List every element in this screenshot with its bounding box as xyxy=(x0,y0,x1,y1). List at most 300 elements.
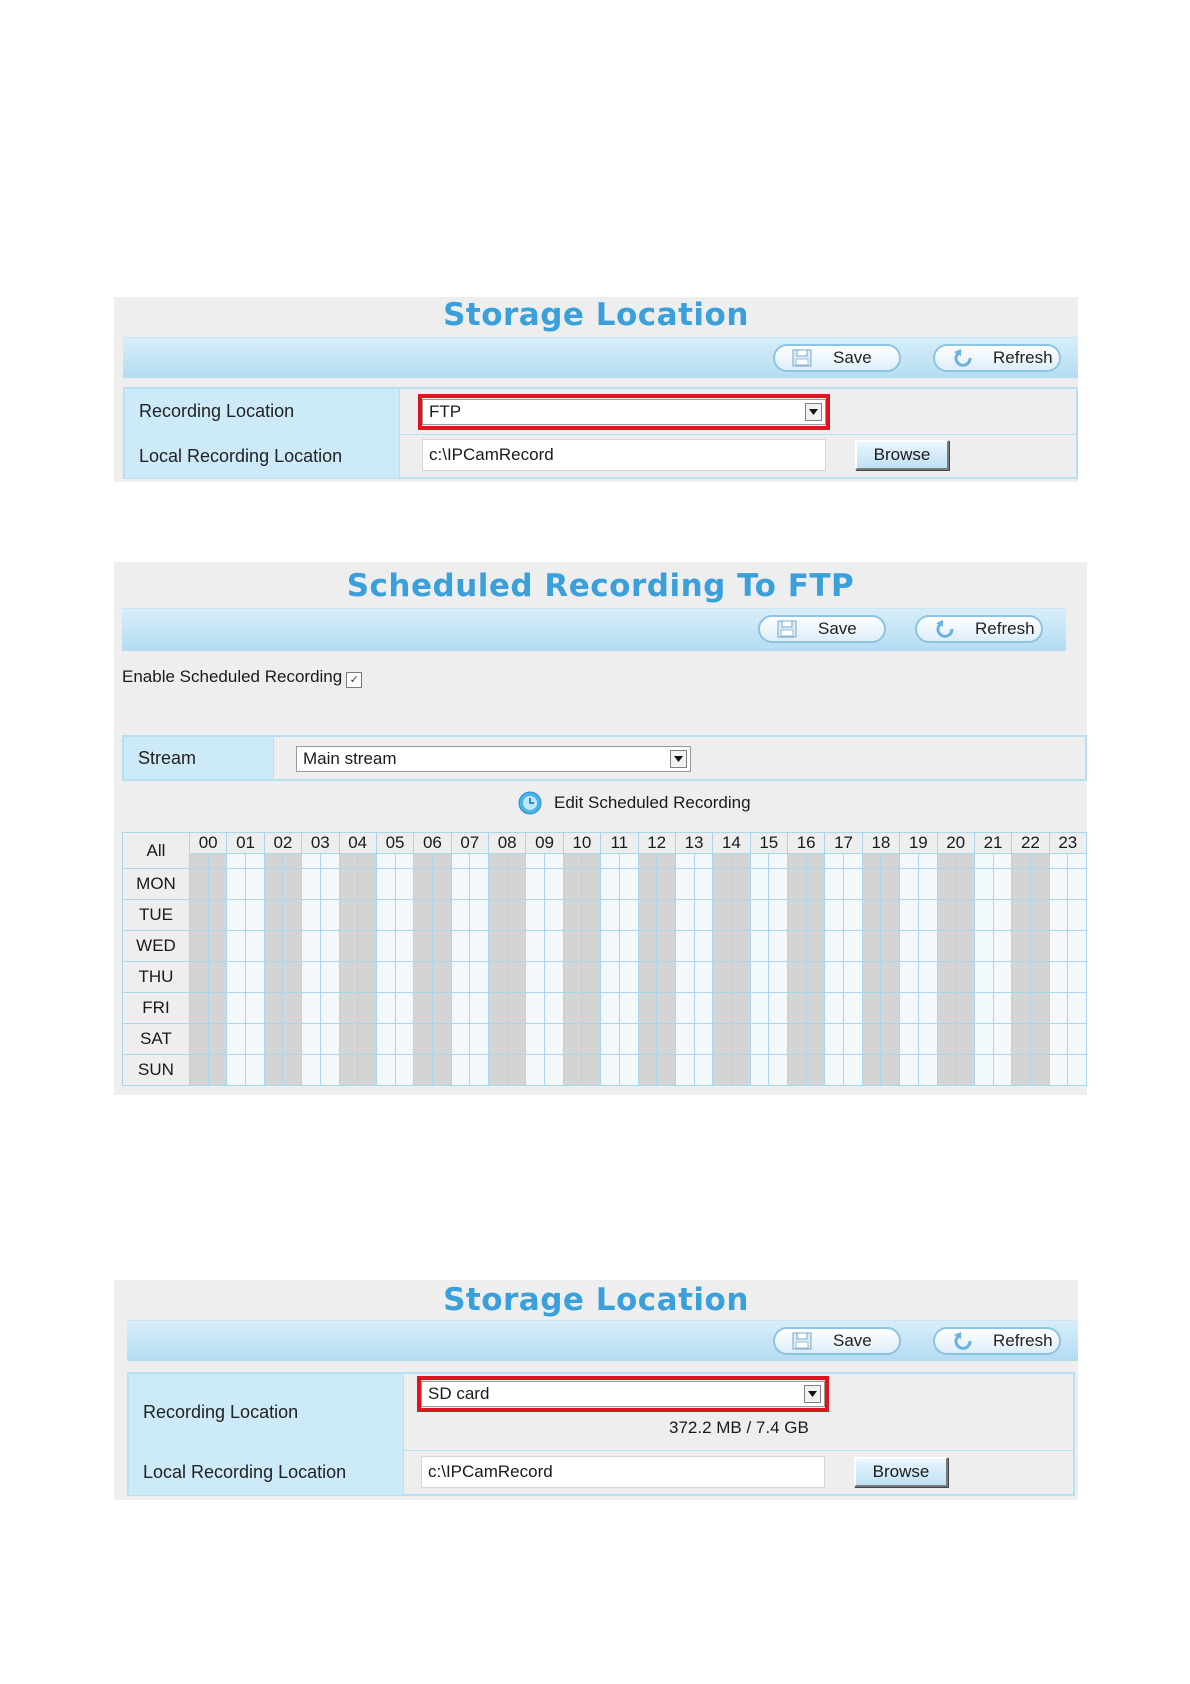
schedule-cell[interactable] xyxy=(507,962,526,993)
schedule-cell[interactable] xyxy=(227,854,246,869)
schedule-cell[interactable] xyxy=(451,1024,470,1055)
schedule-cell[interactable] xyxy=(283,1055,302,1086)
schedule-cell[interactable] xyxy=(358,1055,377,1086)
schedule-cell[interactable] xyxy=(993,931,1012,962)
schedule-cell[interactable] xyxy=(844,1024,863,1055)
schedule-cell[interactable] xyxy=(227,993,246,1024)
edit-scheduled-recording[interactable] xyxy=(518,791,751,815)
schedule-cell[interactable] xyxy=(320,900,339,931)
schedule-cell[interactable] xyxy=(974,931,993,962)
schedule-cell[interactable] xyxy=(563,854,582,869)
schedule-cell[interactable] xyxy=(750,962,769,993)
schedule-cell[interactable] xyxy=(881,1024,900,1055)
schedule-cell[interactable] xyxy=(302,993,321,1024)
schedule-cell[interactable] xyxy=(470,869,489,900)
schedule-cell[interactable] xyxy=(376,962,395,993)
schedule-cell[interactable] xyxy=(937,931,956,962)
schedule-cell[interactable] xyxy=(844,993,863,1024)
schedule-cell[interactable] xyxy=(208,1055,227,1086)
schedule-cell[interactable] xyxy=(563,993,582,1024)
schedule-cell[interactable] xyxy=(264,931,283,962)
schedule-cell[interactable] xyxy=(844,854,863,869)
schedule-cell[interactable] xyxy=(844,1055,863,1086)
schedule-cell[interactable] xyxy=(320,993,339,1024)
schedule-cell[interactable] xyxy=(937,962,956,993)
schedule-cell[interactable] xyxy=(657,900,676,931)
schedule-cell[interactable] xyxy=(918,854,937,869)
schedule-cell[interactable] xyxy=(1068,1055,1087,1086)
schedule-cell[interactable] xyxy=(526,993,545,1024)
schedule-cell[interactable] xyxy=(1068,900,1087,931)
schedule-cell[interactable] xyxy=(601,1055,620,1086)
schedule-cell[interactable] xyxy=(507,1024,526,1055)
schedule-cell[interactable] xyxy=(601,993,620,1024)
schedule-cell[interactable] xyxy=(862,854,881,869)
schedule-cell[interactable] xyxy=(619,962,638,993)
schedule-cell[interactable] xyxy=(358,900,377,931)
schedule-cell[interactable] xyxy=(900,962,919,993)
schedule-cell[interactable] xyxy=(470,854,489,869)
schedule-cell[interactable] xyxy=(489,931,508,962)
schedule-cell[interactable] xyxy=(414,931,433,962)
schedule-cell[interactable] xyxy=(208,854,227,869)
schedule-cell[interactable] xyxy=(339,854,358,869)
schedule-cell[interactable] xyxy=(806,931,825,962)
schedule-cell[interactable] xyxy=(713,1024,732,1055)
schedule-cell[interactable] xyxy=(918,1055,937,1086)
schedule-cell[interactable] xyxy=(507,993,526,1024)
schedule-cell[interactable] xyxy=(545,1055,564,1086)
schedule-cell[interactable] xyxy=(432,1055,451,1086)
schedule-cell[interactable] xyxy=(489,993,508,1024)
schedule-cell[interactable] xyxy=(881,869,900,900)
schedule-cell[interactable] xyxy=(470,931,489,962)
schedule-cell[interactable] xyxy=(675,854,694,869)
hour-label[interactable]: 07 xyxy=(451,833,488,854)
schedule-cell[interactable] xyxy=(713,962,732,993)
schedule-cell[interactable] xyxy=(283,1024,302,1055)
schedule-cell[interactable] xyxy=(601,962,620,993)
schedule-cell[interactable] xyxy=(900,900,919,931)
schedule-cell[interactable] xyxy=(563,1055,582,1086)
schedule-cell[interactable] xyxy=(881,1055,900,1086)
schedule-cell[interactable] xyxy=(601,931,620,962)
schedule-cell[interactable] xyxy=(246,1024,265,1055)
schedule-cell[interactable] xyxy=(881,854,900,869)
schedule-cell[interactable] xyxy=(675,1055,694,1086)
schedule-cell[interactable] xyxy=(956,1055,975,1086)
schedule-cell[interactable] xyxy=(526,869,545,900)
schedule-cell[interactable] xyxy=(246,869,265,900)
schedule-cell[interactable] xyxy=(974,962,993,993)
schedule-cell[interactable] xyxy=(825,900,844,931)
schedule-cell[interactable] xyxy=(1030,854,1049,869)
schedule-cell[interactable] xyxy=(190,1055,209,1086)
schedule-cell[interactable] xyxy=(339,869,358,900)
schedule-cell[interactable] xyxy=(974,1055,993,1086)
schedule-cell[interactable] xyxy=(731,854,750,869)
schedule-cell[interactable] xyxy=(302,869,321,900)
schedule-cell[interactable] xyxy=(1049,993,1068,1024)
recording-location-select[interactable] xyxy=(422,399,826,425)
schedule-cell[interactable] xyxy=(1030,1055,1049,1086)
schedule-cell[interactable] xyxy=(956,869,975,900)
schedule-cell[interactable] xyxy=(713,900,732,931)
schedule-cell[interactable] xyxy=(918,993,937,1024)
schedule-cell[interactable] xyxy=(769,854,788,869)
schedule-cell[interactable] xyxy=(582,900,601,931)
schedule-cell[interactable] xyxy=(713,993,732,1024)
schedule-cell[interactable] xyxy=(788,931,807,962)
hour-label[interactable]: 02 xyxy=(264,833,301,854)
schedule-cell[interactable] xyxy=(470,993,489,1024)
hour-label[interactable]: 18 xyxy=(862,833,899,854)
chevron-down-icon[interactable] xyxy=(804,1385,821,1403)
schedule-cell[interactable] xyxy=(264,1024,283,1055)
schedule-cell[interactable] xyxy=(657,869,676,900)
schedule-cell[interactable] xyxy=(918,869,937,900)
hour-label[interactable]: 13 xyxy=(675,833,712,854)
day-label[interactable]: FRI xyxy=(123,993,190,1024)
schedule-cell[interactable] xyxy=(769,1055,788,1086)
schedule-cell[interactable] xyxy=(1030,869,1049,900)
schedule-cell[interactable] xyxy=(638,869,657,900)
schedule-cell[interactable] xyxy=(190,1024,209,1055)
schedule-cell[interactable] xyxy=(1012,931,1031,962)
schedule-cell[interactable] xyxy=(358,854,377,869)
schedule-cell[interactable] xyxy=(1049,1024,1068,1055)
schedule-cell[interactable] xyxy=(432,1024,451,1055)
schedule-cell[interactable] xyxy=(937,993,956,1024)
hour-label[interactable]: 20 xyxy=(937,833,974,854)
schedule-cell[interactable] xyxy=(208,931,227,962)
schedule-cell[interactable] xyxy=(862,931,881,962)
schedule-cell[interactable] xyxy=(582,1055,601,1086)
schedule-cell[interactable] xyxy=(320,1055,339,1086)
schedule-cell[interactable] xyxy=(395,854,414,869)
schedule-cell[interactable] xyxy=(601,1024,620,1055)
schedule-cell[interactable] xyxy=(395,993,414,1024)
schedule-cell[interactable] xyxy=(769,962,788,993)
schedule-cell[interactable] xyxy=(1049,931,1068,962)
schedule-cell[interactable] xyxy=(956,900,975,931)
schedule-cell[interactable] xyxy=(675,931,694,962)
schedule-cell[interactable] xyxy=(358,931,377,962)
schedule-cell[interactable] xyxy=(844,931,863,962)
schedule-cell[interactable] xyxy=(881,962,900,993)
schedule-cell[interactable] xyxy=(545,962,564,993)
schedule-cell[interactable] xyxy=(825,993,844,1024)
schedule-cell[interactable] xyxy=(731,1055,750,1086)
schedule-cell[interactable] xyxy=(339,1055,358,1086)
schedule-cell[interactable] xyxy=(451,869,470,900)
schedule-cell[interactable] xyxy=(788,900,807,931)
schedule-cell[interactable] xyxy=(675,962,694,993)
schedule-cell[interactable] xyxy=(769,993,788,1024)
schedule-cell[interactable] xyxy=(246,931,265,962)
schedule-cell[interactable] xyxy=(1049,854,1068,869)
schedule-cell[interactable] xyxy=(489,869,508,900)
schedule-cell[interactable] xyxy=(208,900,227,931)
schedule-cell[interactable] xyxy=(545,900,564,931)
day-label[interactable]: SAT xyxy=(123,1024,190,1055)
schedule-cell[interactable] xyxy=(694,962,713,993)
schedule-cell[interactable] xyxy=(227,869,246,900)
schedule-cell[interactable] xyxy=(395,1024,414,1055)
schedule-cell[interactable] xyxy=(302,931,321,962)
schedule-cell[interactable] xyxy=(227,900,246,931)
schedule-cell[interactable] xyxy=(918,900,937,931)
local-recording-path-input[interactable]: c:\IPCamRecord xyxy=(421,1456,825,1488)
select-all-cell[interactable]: All xyxy=(123,833,190,869)
schedule-cell[interactable] xyxy=(862,869,881,900)
schedule-cell[interactable] xyxy=(582,931,601,962)
recording-location-select[interactable] xyxy=(421,1381,825,1407)
schedule-cell[interactable] xyxy=(451,962,470,993)
schedule-cell[interactable] xyxy=(619,1055,638,1086)
schedule-cell[interactable] xyxy=(489,1055,508,1086)
schedule-cell[interactable] xyxy=(208,993,227,1024)
schedule-cell[interactable] xyxy=(1068,869,1087,900)
schedule-cell[interactable] xyxy=(750,1024,769,1055)
schedule-cell[interactable] xyxy=(862,1055,881,1086)
schedule-cell[interactable] xyxy=(937,869,956,900)
schedule-cell[interactable] xyxy=(694,993,713,1024)
schedule-cell[interactable] xyxy=(246,1055,265,1086)
schedule-cell[interactable] xyxy=(451,1055,470,1086)
schedule-cell[interactable] xyxy=(395,1055,414,1086)
hour-label[interactable]: 16 xyxy=(788,833,825,854)
schedule-cell[interactable] xyxy=(526,1055,545,1086)
schedule-cell[interactable] xyxy=(769,869,788,900)
schedule-cell[interactable] xyxy=(601,869,620,900)
schedule-cell[interactable] xyxy=(582,854,601,869)
schedule-cell[interactable] xyxy=(675,1024,694,1055)
browse-button[interactable]: Browse xyxy=(854,1457,948,1487)
schedule-cell[interactable] xyxy=(208,1024,227,1055)
schedule-cell[interactable] xyxy=(489,962,508,993)
schedule-cell[interactable] xyxy=(862,1024,881,1055)
schedule-cell[interactable] xyxy=(638,1024,657,1055)
hour-label[interactable]: 14 xyxy=(713,833,750,854)
schedule-cell[interactable] xyxy=(302,900,321,931)
schedule-cell[interactable] xyxy=(283,900,302,931)
schedule-cell[interactable] xyxy=(638,1055,657,1086)
schedule-cell[interactable] xyxy=(844,900,863,931)
schedule-cell[interactable] xyxy=(974,1024,993,1055)
schedule-cell[interactable] xyxy=(414,1024,433,1055)
schedule-cell[interactable] xyxy=(1012,854,1031,869)
schedule-cell[interactable] xyxy=(713,931,732,962)
schedule-cell[interactable] xyxy=(657,962,676,993)
schedule-cell[interactable] xyxy=(619,1024,638,1055)
schedule-cell[interactable] xyxy=(563,869,582,900)
schedule-cell[interactable] xyxy=(619,993,638,1024)
schedule-cell[interactable] xyxy=(788,1055,807,1086)
schedule-cell[interactable] xyxy=(545,869,564,900)
schedule-cell[interactable] xyxy=(264,900,283,931)
schedule-cell[interactable] xyxy=(283,962,302,993)
schedule-cell[interactable] xyxy=(507,869,526,900)
schedule-cell[interactable] xyxy=(339,993,358,1024)
schedule-cell[interactable] xyxy=(264,993,283,1024)
schedule-cell[interactable] xyxy=(788,962,807,993)
schedule-cell[interactable] xyxy=(451,900,470,931)
schedule-cell[interactable] xyxy=(675,900,694,931)
stream-select[interactable] xyxy=(296,746,691,772)
schedule-cell[interactable] xyxy=(825,931,844,962)
schedule-cell[interactable] xyxy=(657,993,676,1024)
schedule-cell[interactable] xyxy=(1030,1024,1049,1055)
hour-label[interactable]: 22 xyxy=(1012,833,1049,854)
schedule-cell[interactable] xyxy=(376,931,395,962)
schedule-cell[interactable] xyxy=(339,962,358,993)
schedule-cell[interactable] xyxy=(582,962,601,993)
schedule-cell[interactable] xyxy=(993,854,1012,869)
schedule-cell[interactable] xyxy=(264,962,283,993)
schedule-cell[interactable] xyxy=(246,962,265,993)
schedule-cell[interactable] xyxy=(320,931,339,962)
schedule-cell[interactable] xyxy=(283,993,302,1024)
schedule-cell[interactable] xyxy=(675,993,694,1024)
save-button[interactable] xyxy=(773,1327,901,1355)
schedule-cell[interactable] xyxy=(657,854,676,869)
schedule-cell[interactable] xyxy=(900,869,919,900)
schedule-cell[interactable] xyxy=(918,931,937,962)
schedule-cell[interactable] xyxy=(769,900,788,931)
schedule-cell[interactable] xyxy=(937,1024,956,1055)
schedule-cell[interactable] xyxy=(956,1024,975,1055)
schedule-cell[interactable] xyxy=(264,854,283,869)
schedule-cell[interactable] xyxy=(432,993,451,1024)
enable-scheduled-checkbox[interactable] xyxy=(346,672,362,688)
save-button[interactable] xyxy=(773,344,901,372)
schedule-cell[interactable] xyxy=(339,1024,358,1055)
schedule-cell[interactable] xyxy=(264,869,283,900)
schedule-cell[interactable] xyxy=(208,869,227,900)
schedule-cell[interactable] xyxy=(619,869,638,900)
schedule-cell[interactable] xyxy=(358,869,377,900)
schedule-cell[interactable] xyxy=(694,931,713,962)
schedule-cell[interactable] xyxy=(806,993,825,1024)
schedule-cell[interactable] xyxy=(862,993,881,1024)
schedule-cell[interactable] xyxy=(750,900,769,931)
schedule-cell[interactable] xyxy=(993,1024,1012,1055)
schedule-cell[interactable] xyxy=(432,854,451,869)
schedule-cell[interactable] xyxy=(432,869,451,900)
hour-label[interactable]: 17 xyxy=(825,833,862,854)
schedule-cell[interactable] xyxy=(750,931,769,962)
schedule-cell[interactable] xyxy=(526,962,545,993)
schedule-cell[interactable] xyxy=(582,993,601,1024)
schedule-cell[interactable] xyxy=(376,1055,395,1086)
hour-label[interactable]: 19 xyxy=(900,833,937,854)
schedule-cell[interactable] xyxy=(545,993,564,1024)
schedule-cell[interactable] xyxy=(320,1024,339,1055)
schedule-cell[interactable] xyxy=(302,1055,321,1086)
schedule-cell[interactable] xyxy=(507,1055,526,1086)
schedule-cell[interactable] xyxy=(283,854,302,869)
schedule-cell[interactable] xyxy=(302,1024,321,1055)
schedule-cell[interactable] xyxy=(937,1055,956,1086)
schedule-cell[interactable] xyxy=(1068,962,1087,993)
schedule-cell[interactable] xyxy=(638,854,657,869)
schedule-cell[interactable] xyxy=(750,993,769,1024)
schedule-cell[interactable] xyxy=(432,900,451,931)
schedule-cell[interactable] xyxy=(918,1024,937,1055)
schedule-cell[interactable] xyxy=(507,900,526,931)
schedule-cell[interactable] xyxy=(526,854,545,869)
schedule-cell[interactable] xyxy=(358,962,377,993)
schedule-cell[interactable] xyxy=(750,854,769,869)
schedule-cell[interactable] xyxy=(563,931,582,962)
schedule-cell[interactable] xyxy=(1030,993,1049,1024)
schedule-cell[interactable] xyxy=(563,962,582,993)
schedule-cell[interactable] xyxy=(227,931,246,962)
schedule-cell[interactable] xyxy=(190,962,209,993)
schedule-cell[interactable] xyxy=(246,854,265,869)
schedule-cell[interactable] xyxy=(190,900,209,931)
schedule-cell[interactable] xyxy=(470,1024,489,1055)
schedule-cell[interactable] xyxy=(657,1055,676,1086)
schedule-cell[interactable] xyxy=(993,962,1012,993)
schedule-cell[interactable] xyxy=(937,900,956,931)
schedule-cell[interactable] xyxy=(694,854,713,869)
day-label[interactable]: THU xyxy=(123,962,190,993)
schedule-cell[interactable] xyxy=(339,900,358,931)
schedule-cell[interactable] xyxy=(788,993,807,1024)
schedule-cell[interactable] xyxy=(806,1024,825,1055)
schedule-cell[interactable] xyxy=(320,854,339,869)
schedule-cell[interactable] xyxy=(489,900,508,931)
schedule-cell[interactable] xyxy=(414,993,433,1024)
schedule-cell[interactable] xyxy=(451,993,470,1024)
schedule-cell[interactable] xyxy=(900,1055,919,1086)
hour-label[interactable]: 03 xyxy=(302,833,339,854)
schedule-cell[interactable] xyxy=(395,962,414,993)
hour-label[interactable]: 10 xyxy=(563,833,600,854)
schedule-cell[interactable] xyxy=(227,1024,246,1055)
schedule-cell[interactable] xyxy=(619,854,638,869)
schedule-cell[interactable] xyxy=(806,962,825,993)
schedule-cell[interactable] xyxy=(414,869,433,900)
schedule-cell[interactable] xyxy=(1068,931,1087,962)
schedule-cell[interactable] xyxy=(1049,869,1068,900)
schedule-cell[interactable] xyxy=(731,993,750,1024)
schedule-cell[interactable] xyxy=(862,900,881,931)
schedule-cell[interactable] xyxy=(582,1024,601,1055)
schedule-cell[interactable] xyxy=(844,962,863,993)
schedule-cell[interactable] xyxy=(769,931,788,962)
refresh-button[interactable] xyxy=(915,615,1043,643)
schedule-cell[interactable] xyxy=(470,962,489,993)
schedule-cell[interactable] xyxy=(545,931,564,962)
schedule-cell[interactable] xyxy=(694,869,713,900)
schedule-cell[interactable] xyxy=(1049,962,1068,993)
schedule-cell[interactable] xyxy=(881,900,900,931)
schedule-cell[interactable] xyxy=(694,900,713,931)
schedule-cell[interactable] xyxy=(432,962,451,993)
schedule-cell[interactable] xyxy=(190,931,209,962)
chevron-down-icon[interactable] xyxy=(670,750,687,768)
schedule-cell[interactable] xyxy=(302,962,321,993)
schedule-cell[interactable] xyxy=(806,854,825,869)
schedule-cell[interactable] xyxy=(993,993,1012,1024)
hour-label[interactable]: 23 xyxy=(1049,833,1086,854)
schedule-cell[interactable] xyxy=(563,1024,582,1055)
schedule-cell[interactable] xyxy=(451,854,470,869)
schedule-cell[interactable] xyxy=(900,854,919,869)
